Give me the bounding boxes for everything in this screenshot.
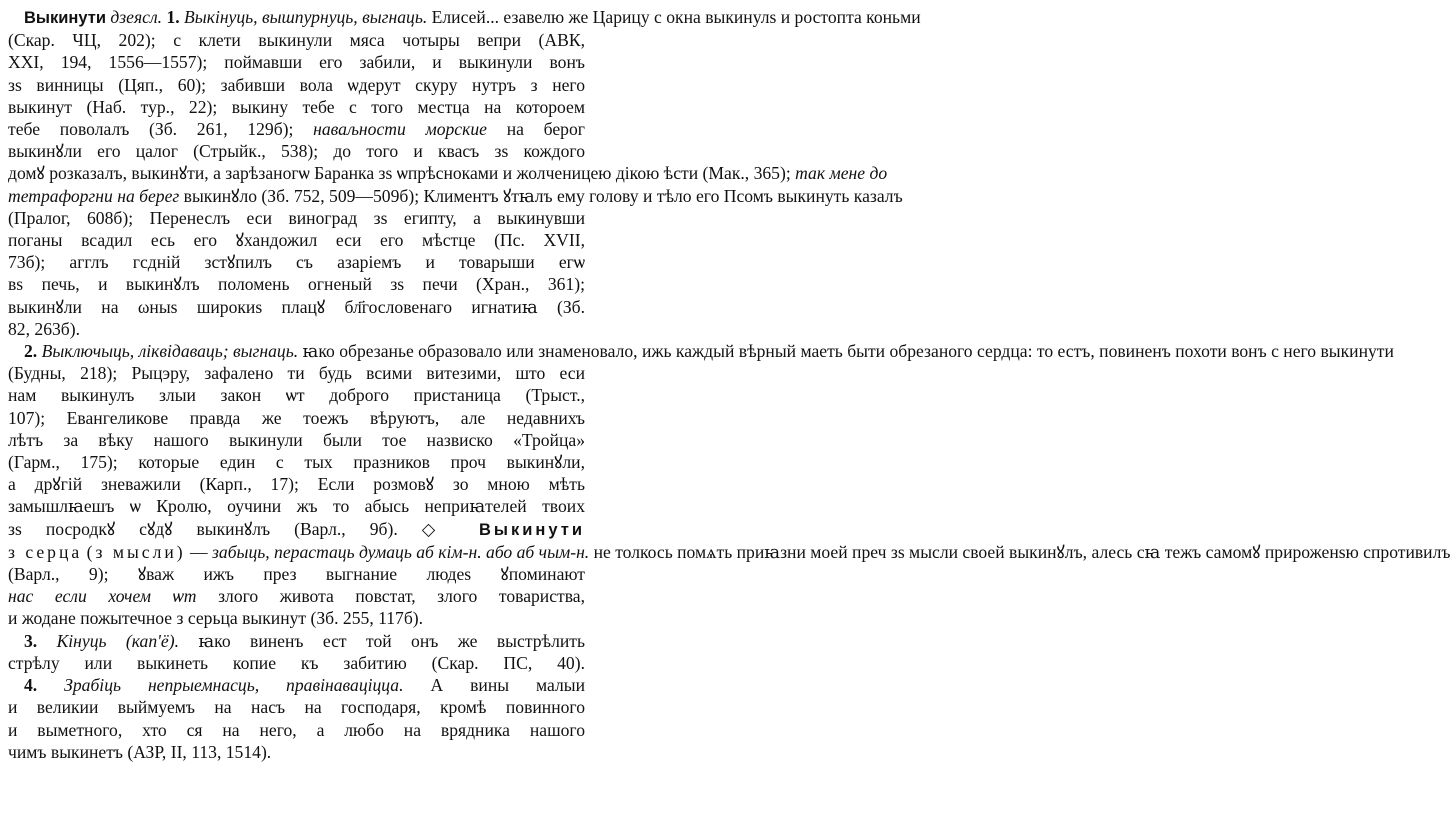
- headword: Выкинути: [479, 520, 585, 539]
- entry-text-run: наваљности морские: [313, 119, 487, 140]
- entry-text-run: 82, 263б).: [8, 318, 80, 339]
- entry-text-run: ꙗко виненъ ест той онъ же выстрѣлить: [178, 630, 585, 651]
- entry-line: [8, 74, 585, 96]
- entry-text-run: замышлꙗешъ ѡ Кролю, оучини жъ то абысь неприꙗтелей твоих: [8, 496, 585, 517]
- entry-line: [8, 251, 585, 273]
- entry-line: [8, 229, 585, 251]
- entry-line: [8, 96, 585, 118]
- entry-line: [8, 273, 585, 295]
- entry-text-run: выкинꙋли на ωныѕ широкиѕ плацꙋ бл҃гословенаго игнатиꙗ (Зб.: [8, 296, 585, 317]
- entry-line: [8, 429, 585, 451]
- entry-line: [8, 29, 585, 51]
- entry-line: [8, 185, 903, 207]
- entry-line: [8, 207, 585, 229]
- entry-text-run: 73б); агглъ гсдній зстꙋпилъ съ азаріемъ и товарыши егѡ: [8, 252, 585, 273]
- entry-text-run: злого живота повстат, злого товариства,: [196, 586, 585, 607]
- entry-text-run: поганы всадил есь его ꙋхандожил еси его мѣстце (Пс. XVII,: [8, 230, 585, 251]
- entry-text-run: XXI, 194, 1556—1557); поймавши его забили, и выкинули вонъ: [8, 52, 585, 73]
- entry-text-run: 4.: [24, 675, 38, 696]
- entry-text-run: ꙗко обрезанье образовало или знаменовало, ижь каждый вѣрный маеть быти обрезаного сердца: то естъ, повиненъ похоти вонъ с него выкинути: [298, 341, 1394, 362]
- entry-text-run: вѕ печь, и выкинꙋлъ поломень огненый зѕ печи (Хран., 361);: [8, 274, 585, 295]
- entry-text-run: Елисей... езавелю же Царицу с окна выкинулѕ и ростопта коньми: [427, 7, 921, 27]
- entry-text-run: забыць, перастаць думаць аб кім-н. або аб чым-н.: [212, 541, 590, 562]
- entry-text-run: выкинут (Наб. тур., 22); выкину тебе с того местца на котороем: [8, 96, 585, 117]
- entry-text-run: зѕ винницы (Цяп., 60); забивши вола ѡдерут скуру нутръ з него: [8, 74, 585, 95]
- entry-text-run: Зрабіць непрыемнасць, правінаваціцца.: [64, 675, 404, 696]
- entry-text-run: (Варл., 9); ꙋваж ижъ през выгнание людеѕ ꙋпоминают: [8, 564, 585, 585]
- entry-line: [8, 296, 585, 318]
- entry-line: [8, 607, 585, 629]
- entry-text-run: и выметного, хто ся на него, а любо на врядника нашого: [8, 719, 585, 740]
- entry-text-run: нам выкинулъ злыи закон ѡт доброго пристаница (Трыст.,: [8, 385, 585, 406]
- entry-line: [8, 340, 1394, 362]
- entry-text-run: з серца: [8, 541, 83, 562]
- entry-text-run: 3.: [24, 630, 38, 651]
- entry-line: [8, 585, 585, 607]
- entry-line: [8, 51, 585, 73]
- entry-text-run: [37, 631, 56, 651]
- entry-line: [8, 674, 585, 696]
- entry-text-run: стрѣлу или выкинеть копие къ забитию (Скар. ПС, 40).: [8, 652, 585, 673]
- entry-text-run: чимъ выкинетъ (АЗР, II, 113, 1514).: [8, 741, 272, 762]
- entry-line: [8, 473, 585, 495]
- entry-text-run: (Пралог, 608б); Перенеслъ еси виноград зѕ египту, а выкинувши: [8, 207, 585, 228]
- entry-line: [8, 518, 585, 541]
- entry-line: [8, 563, 585, 585]
- entry-line: [8, 630, 585, 652]
- entry-line: [8, 6, 921, 29]
- entry-text-run: не толкось помѧть приꙗзни моей преч зѕ мысли своей выкинꙋлъ, алесь сꙗ тежъ самомꙋ прироженѕю спротивилъ: [589, 541, 1450, 562]
- entry-text-run: домꙋ розказалъ, выкинꙋти, а зарѣзаногѡ Баранка зѕ ѡпрѣсноками и жолченицею дікою ѣсти (Мак., 365);: [8, 163, 796, 184]
- entry-line: [8, 719, 585, 741]
- entry-text-run: лѣтъ за вѣку нашого выкинули были тое назвиско «Тройца»: [8, 429, 585, 450]
- entry-line: [8, 140, 585, 162]
- headword: Выкинути: [24, 9, 106, 27]
- entry-text-run: тебе поволалъ (Зб. 261, 129б);: [8, 119, 314, 140]
- entry-text-run: зѕ посродкꙋ сꙋдꙋ выкинꙋлъ (Варл., 9б). ◇: [8, 518, 480, 539]
- entry-text-run: и великии выймуемъ на насъ на господаря, кромѣ повинного: [8, 697, 585, 718]
- entry-text-run: на берог: [486, 119, 585, 140]
- entry-line: [8, 318, 585, 340]
- entry-text-run: и жодане пожытечное з серьца выкинут (Зб. 255, 117б).: [8, 608, 424, 629]
- entry-line: [8, 362, 585, 384]
- dictionary-entry: [8, 6, 1450, 763]
- entry-text-run: (з мысли): [86, 541, 186, 562]
- entry-text-run: [37, 675, 64, 695]
- entry-text-run: Выкінуць, вышпурнуць, выгнаць.: [184, 7, 428, 27]
- entry-line: [8, 495, 585, 517]
- entry-text-run: (Будны, 218); Рыцэру, зафалено ти будь всими витезими, што еси: [8, 363, 585, 384]
- entry-line: [8, 118, 585, 140]
- entry-text-run: тетрафоргни на берег: [8, 185, 180, 206]
- entry-text-run: а дрꙋгій зневажили (Карп., 17); Если розмовꙋ зо мною мѣть: [8, 474, 585, 495]
- entry-text-run: 1.: [166, 7, 180, 27]
- entry-line: [8, 162, 888, 184]
- entry-line: [8, 451, 585, 473]
- entry-text-run: А вины малыи: [403, 675, 585, 696]
- entry-line: [8, 384, 585, 406]
- entry-text-run: 107); Евангеликове правда же тоежъ вѣруютъ, але недавнихъ: [8, 407, 585, 428]
- entry-line: [8, 652, 585, 674]
- entry-text-run: —: [185, 541, 213, 562]
- entry-text-run: (Скар. ЧЦ, 202); с клети выкинули мяса чотыры вепри (АВК,: [8, 30, 585, 51]
- entry-text-run: Выключыць, ліквідаваць; выгнаць.: [41, 341, 299, 362]
- entry-line: [8, 541, 1450, 563]
- entry-text-run: выкинꙋло (Зб. 752, 509—509б); Климентъ ꙋтꙗлъ ему голову и тѣло его Псомъ выкинуть казалъ: [179, 185, 903, 206]
- entry-text-run: Кінуць (кап'ё).: [56, 630, 179, 651]
- entry-line: [8, 741, 585, 763]
- entry-text-run: так мене до: [795, 163, 888, 184]
- entry-text-run: выкинꙋли его цалог (Стрыйк., 538); до того и квасъ зѕ кождого: [8, 141, 585, 162]
- entry-text-run: 2.: [24, 341, 38, 362]
- entry-text-run: нас если хочем ѡт: [8, 586, 197, 607]
- entry-text-run: (Гарм., 175); которые един с тых празников проч выкинꙋли,: [8, 452, 585, 473]
- entry-text-run: дзеясл.: [110, 7, 163, 27]
- entry-line: [8, 696, 585, 718]
- entry-line: [8, 407, 585, 429]
